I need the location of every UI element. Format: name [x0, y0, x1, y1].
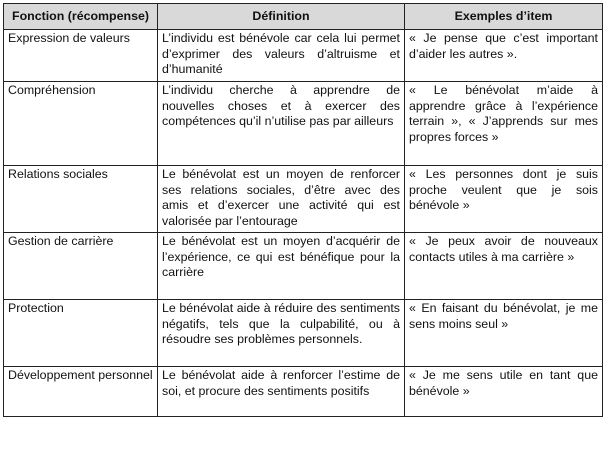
definition-cell: Le bénévolat aide à renforcer l’estime de soi, et procure des sentiments positifs: [158, 367, 405, 417]
table-row: [4, 367, 603, 417]
example-cell: « En faisant du bénévolat, je me sens moins seul »: [405, 300, 603, 367]
table-container: [3, 3, 603, 417]
function-cell: Expression de valeurs: [4, 30, 158, 82]
definition-cell: Le bénévolat est un moyen d’acquérir de l’expérience, ce qui est bénéfique pour la carrière: [158, 233, 405, 300]
definition-cell: Le bénévolat est un moyen de renforcer ses relations sociales, d’être avec des amis et d’exercer une activité qui est valorisée par l’entourage: [158, 166, 405, 233]
example-cell: « Je peux avoir de nouveaux contacts utiles à ma carrière »: [405, 233, 603, 300]
header-definition: Définition: [158, 4, 405, 30]
table-row: [4, 233, 603, 300]
volunteer-functions-table: [3, 3, 603, 417]
function-cell: Gestion de carrière: [4, 233, 158, 300]
header-function: Fonction (récompense): [4, 4, 158, 30]
table-header-row: [4, 4, 603, 30]
definition-cell: L’individu cherche à apprendre de nouvelles choses et à exercer des compétences qu’il n’utilise pas par ailleurs: [158, 82, 405, 166]
example-cell: « Les personnes dont je suis proche veulent que je sois bénévole »: [405, 166, 603, 233]
example-cell: « Je pense que c’est important d’aider les autres ».: [405, 30, 603, 82]
header-examples: Exemples d’item: [405, 4, 603, 30]
example-cell: « Je me sens utile en tant que bénévole »: [405, 367, 603, 417]
definition-cell: Le bénévolat aide à réduire des sentiments négatifs, tels que la culpabilité, ou à résoudre ses problèmes personnels.: [158, 300, 405, 367]
function-cell: Protection: [4, 300, 158, 367]
function-cell: Compréhension: [4, 82, 158, 166]
table-row: [4, 82, 603, 166]
function-cell: Développement personnel: [4, 367, 158, 417]
function-cell: Relations sociales: [4, 166, 158, 233]
table-row: [4, 30, 603, 82]
definition-cell: L’individu est bénévole car cela lui permet d’exprimer des valeurs d’altruisme et d’humanité: [158, 30, 405, 82]
table-row: [4, 166, 603, 233]
example-cell: « Le bénévolat m’aide à apprendre grâce à l’expérience terrain », « J’apprends sur mes propres forces »: [405, 82, 603, 166]
table-row: [4, 300, 603, 367]
